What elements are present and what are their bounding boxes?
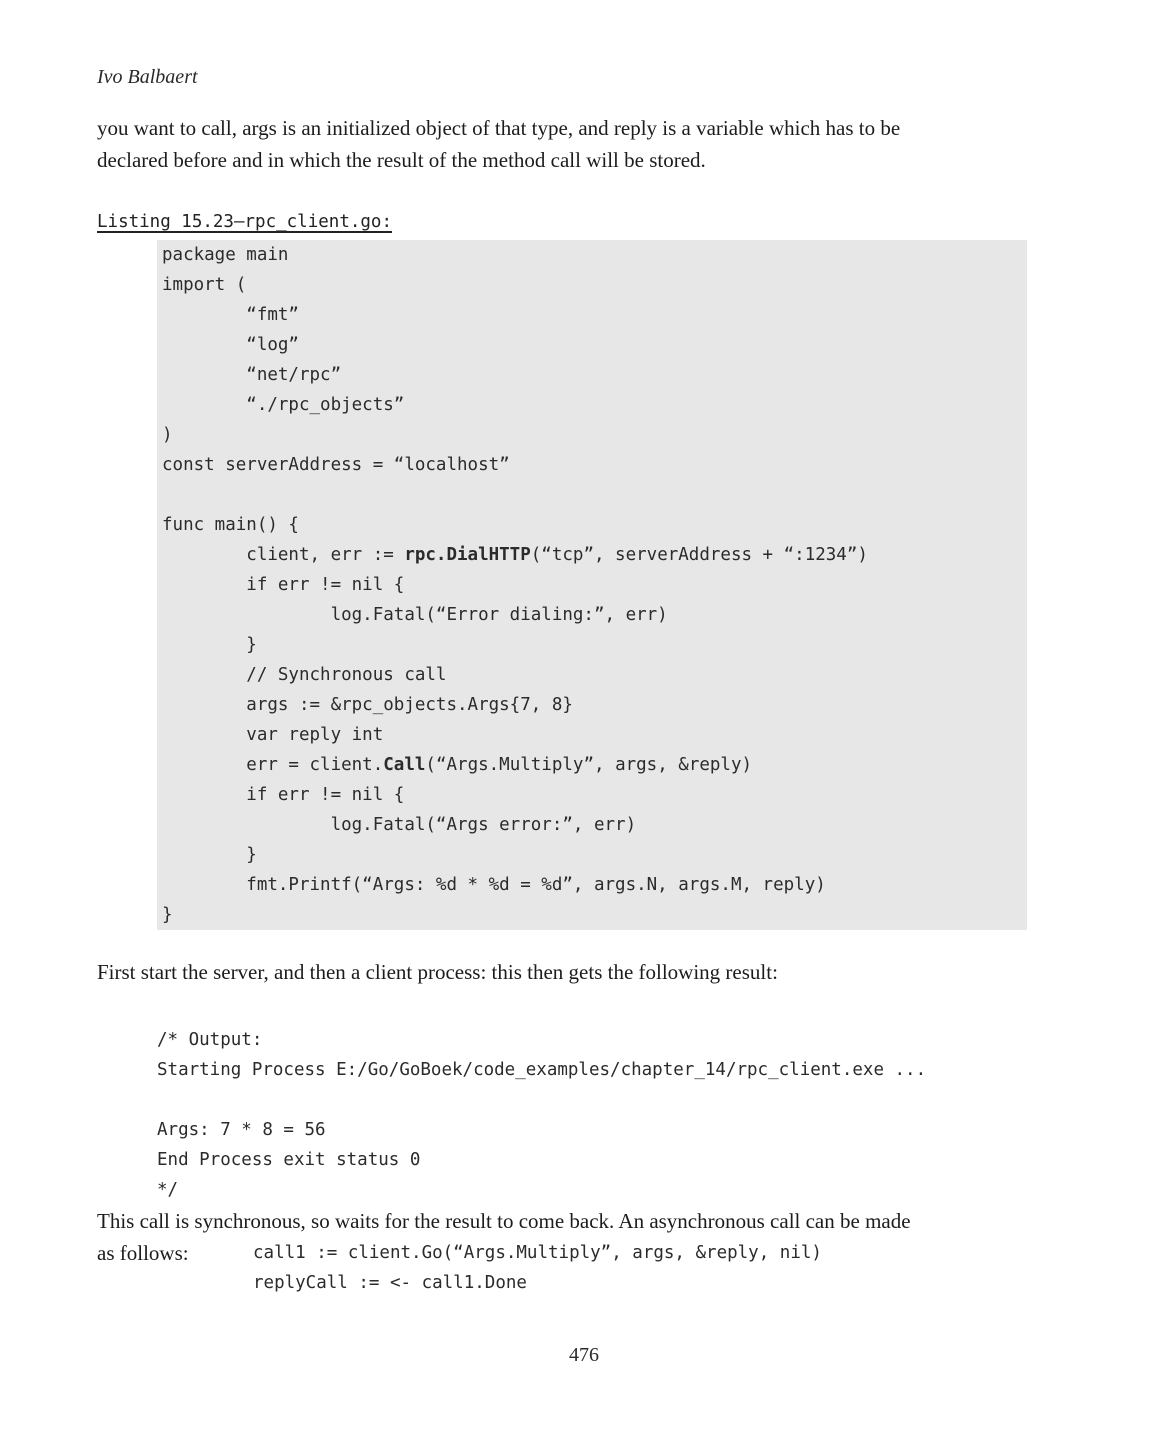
text-line: // Synchronous call [162, 665, 447, 685]
code-listing-block [157, 240, 1027, 930]
async-code-line-1: call1 := client.Go(“Args.Multiply”, args, &reply, nil) [253, 1243, 822, 1263]
listing-title: Listing 15.23—rpc_client.go: [97, 212, 393, 232]
result-intro-paragraph: First start the server, and then a client process: this then gets the following result: [97, 960, 778, 984]
text-line: */ [157, 1180, 179, 1200]
async-code-line-2: replyCall := <- call1.Done [253, 1273, 527, 1293]
text-line: client, err := rpc.DialHTTP(“tcp”, serverAddress + “:1234”) [162, 545, 868, 565]
text-line: err = client.Call(“Args.Multiply”, args, &reply) [162, 755, 753, 775]
text-line: Args: 7 * 8 = 56 [157, 1120, 326, 1140]
text-line: } [162, 905, 173, 925]
text-line: “fmt” [162, 305, 299, 325]
text-line: you want to call, args is an initialized object of that type, and reply is a variable which has to be [97, 116, 901, 140]
text-line: “./rpc_objects” [162, 395, 405, 415]
text-line: if err != nil { [162, 575, 405, 595]
closing-paragraph-line2-label: as follows: [97, 1241, 189, 1265]
text-line: /* Output: [157, 1030, 263, 1050]
text-line: declared before and in which the result of the method call will be stored. [97, 148, 706, 172]
text-line: import ( [162, 275, 247, 295]
text-line: if err != nil { [162, 785, 405, 805]
text-line: End Process exit status 0 [157, 1150, 421, 1170]
text-line: fmt.Printf(“Args: %d * %d = %d”, args.N, args.M, reply) [162, 875, 826, 895]
text-line: args := &rpc_objects.Args{7, 8} [162, 695, 573, 715]
text-line: “net/rpc” [162, 365, 342, 385]
text-line: const serverAddress = “localhost” [162, 455, 510, 475]
text-line [157, 1085, 926, 1115]
page-number: 476 [569, 1344, 599, 1366]
text-line [157, 480, 1027, 510]
text-line: log.Fatal(“Error dialing:”, err) [162, 605, 668, 625]
text-line: } [162, 635, 257, 655]
closing-paragraph-line1: This call is synchronous, so waits for the result to come back. An asynchronous call can be made [97, 1209, 911, 1233]
text-line: ) [162, 425, 173, 445]
text-line: package main [162, 245, 289, 265]
text-line: func main() { [162, 515, 299, 535]
text-line: log.Fatal(“Args error:”, err) [162, 815, 637, 835]
text-line: Starting Process E:/Go/GoBoek/code_examples/chapter_14/rpc_client.exe ... [157, 1060, 927, 1080]
program-output-block [157, 1025, 926, 1205]
text-line: “log” [162, 335, 299, 355]
text-line: var reply int [162, 725, 384, 745]
intro-paragraph [97, 112, 900, 176]
running-header-author: Ivo Balbaert [97, 66, 198, 88]
text-line: } [162, 845, 257, 865]
